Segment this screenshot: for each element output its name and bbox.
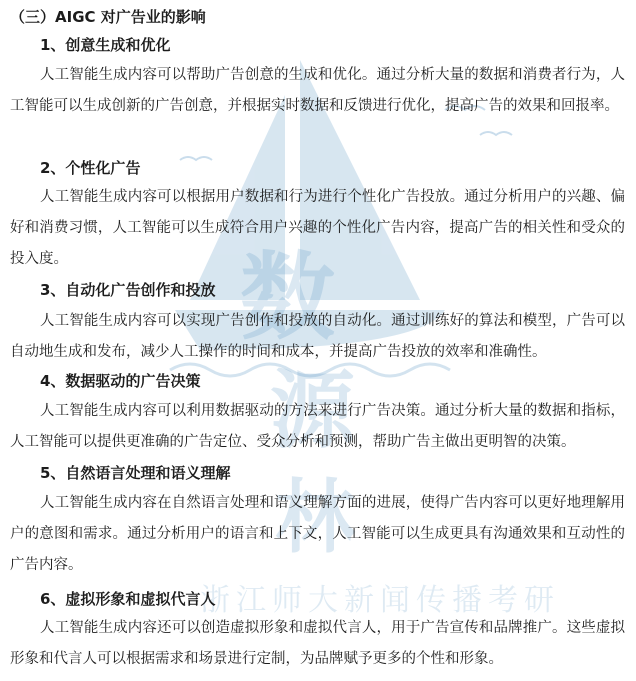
item-heading-6: 6、虚拟形象和虚拟代言人 xyxy=(40,590,216,608)
item-heading-5: 5、自然语言处理和语义理解 xyxy=(40,464,231,482)
watermark-horizontal-text: 浙江师大新闻传播考研 xyxy=(200,583,560,618)
item-body-1: 人工智能生成内容可以帮助广告创意的生成和优化。通过分析大量的数据和消费者行为，人工智能可以生成创新的广告创意，并根据实时数据和反馈进行优化，提高广告的效果和回报率。 xyxy=(10,67,625,114)
item-body-6: 人工智能生成内容还可以创造虚拟形象和虚拟代言人，用于广告宣传和品牌推广。这些虚拟形象和代言人可以根据需求和场景进行定制，为品牌赋予更多的个性和形象。 xyxy=(10,620,625,667)
watermark-char-2: 源 xyxy=(270,361,356,461)
item-body-2: 人工智能生成内容可以根据用户数据和行为进行个性化广告投放。通过分析用户的兴趣、偏好和消费习惯，人工智能可以生成符合用户兴趣的个性化广告内容，提高广告的相关性和受众的投入度。 xyxy=(10,189,625,267)
item-heading-4: 4、数据驱动的广告决策 xyxy=(40,372,201,390)
item-heading-3: 3、自动化广告创作和投放 xyxy=(40,281,216,299)
item-heading-1: 1、创意生成和优化 xyxy=(40,36,171,54)
watermark-char-3: 林 xyxy=(275,470,355,564)
section-title: （三）AIGC 对广告业的影响 xyxy=(10,8,206,26)
item-body-3: 人工智能生成内容可以实现广告创作和投放的自动化。通过训练好的算法和模型，广告可以自动地生成和发布，减少人工操作的时间和成本，并提高广告投放的效率和准确性。 xyxy=(10,313,625,360)
watermark-char-1: 数 xyxy=(240,242,336,353)
item-heading-2: 2、个性化广告 xyxy=(40,159,141,177)
item-body-4: 人工智能生成内容可以利用数据驱动的方法来进行广告决策。通过分析大量的数据和指标，人工智能可以提供更准确的广告定位、受众分析和预测，帮助广告主做出更明智的决策。 xyxy=(10,403,625,450)
item-body-5: 人工智能生成内容在自然语言处理和语义理解方面的进展，使得广告内容可以更好地理解用户的意图和需求。通过分析用户的语言和上下文，人工智能可以生成更具有沟通效果和互动性的广告内容。 xyxy=(10,495,625,573)
